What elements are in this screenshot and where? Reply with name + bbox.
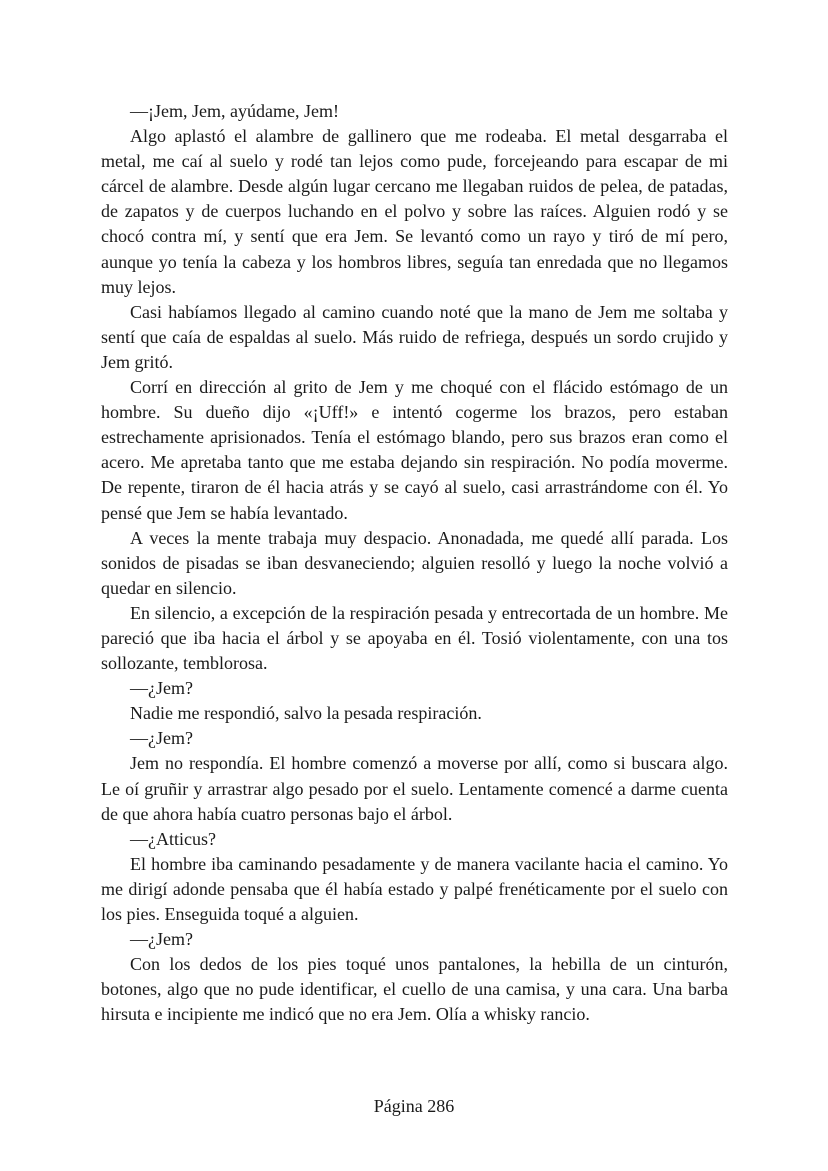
- dialogue-line: —¿Jem?: [130, 728, 193, 749]
- paragraph: Con los dedos de los pies toqué unos pantalones, la hebilla de un cinturón, botones, algo que no pude identificar, el cuello de una camisa, y una cara. Una barba hirsuta e incipiente me indicó que no era Jem. Olía a whisky rancio.: [101, 954, 728, 1025]
- paragraph: —¡Jem, Jem, ayúdame, Jem!: [130, 101, 339, 121]
- page-number: Página 286: [373, 1096, 455, 1116]
- paragraph: Algo aplastó el alambre de gallinero que me rodeaba. El metal desgarraba el metal, me caí al suelo y rodé tan lejos como pude, forcejeando para escapar de mi cárcel de alambre. Desde algún lugar cercano me llegaban ruidos de pelea, de patadas, de zapatos y de cuerpos luchando en el polvo y sobre las raíces. Alguien rodó y se chocó contra mí, y sentí que era Jem. Se levantó como un rayo y tiró de mí pero, aunque yo tenía la cabeza y los hombros libres, seguía tan enredada que no llegamos muy lejos.: [101, 126, 728, 297]
- paragraph: A veces la mente trabaja muy despacio. Anonadada, me quedé allí parada. Los sonidos de pisadas se iban desvaneciendo; alguien resolló y luego la noche volvió a quedar en silencio.: [101, 527, 728, 598]
- dialogue-line: —¿Jem?: [130, 929, 193, 950]
- page-body: [101, 99, 728, 1027]
- paragraph: Casi habíamos llegado al camino cuando noté que la mano de Jem me soltaba y sentí que caía de espaldas al suelo. Más ruido de refriega, después un sordo crujido y Jem gritó.: [101, 301, 728, 372]
- paragraph: En silencio, a excepción de la respiración pesada y entrecortada de un hombre. Me pareció que iba hacia el árbol y se apoyaba en él. Tosió violentamente, con una tos sollozante, temblorosa.: [101, 602, 728, 674]
- paragraph: Nadie me respondió, salvo la pesada respiración.: [130, 703, 482, 724]
- paragraph: Corrí en dirección al grito de Jem y me choqué con el flácido estómago de un hombre. Su dueño dijo «¡Uff!» e intentó cogerme los brazos, pero estaban estrechamente aprisionados. Tenía el estómago blando, pero sus brazos eran como el acero. Me apretaba tanto que me estaba dejando sin respiración. No podía moverme. De repente, tiraron de él hacia atrás y se cayó al suelo, casi arrastrándome con él. Yo pensé que Jem se había levantado.: [101, 377, 728, 523]
- paragraph: El hombre iba caminando pesadamente y de manera vacilante hacia el camino. Yo me dirigí adonde pensaba que él había estado y palpé frenéticamente por el suelo con los pies. Enseguida toqué a alguien.: [101, 853, 728, 924]
- paragraph: Jem no respondía. El hombre comenzó a moverse por allí, como si buscara algo. Le oí gruñir y arrastrar algo pesado por el suelo. Lentamente comencé a darme cuenta de que ahora había cuatro personas bajo el árbol.: [101, 753, 728, 824]
- dialogue-line: —¿Atticus?: [130, 828, 216, 849]
- dialogue-line: —¿Jem?: [130, 678, 193, 699]
